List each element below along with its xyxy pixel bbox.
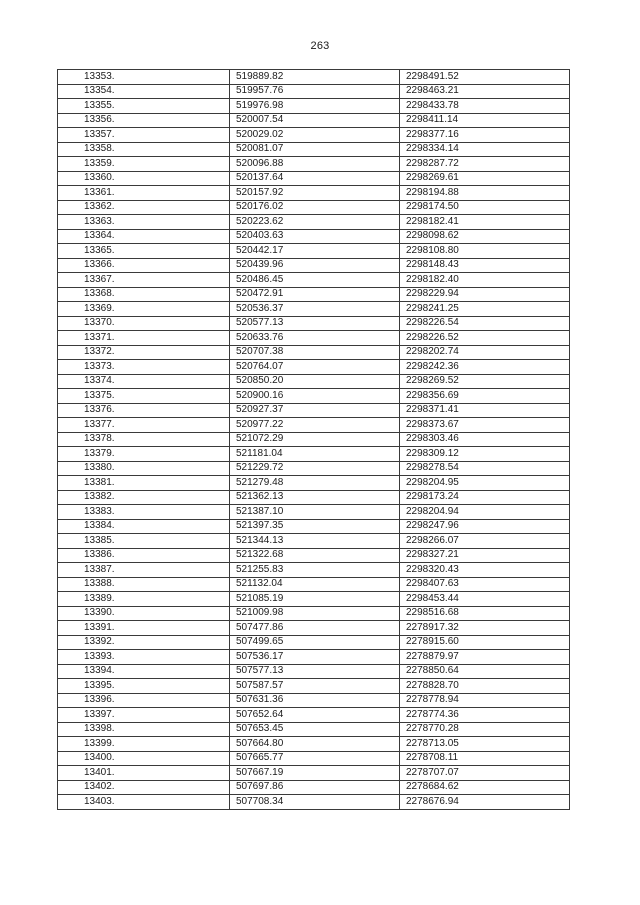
- y-coordinate-cell: 2298269.52: [400, 374, 570, 389]
- table-row: [58, 650, 570, 665]
- point-number-cell: 13357.: [58, 128, 230, 143]
- x-coordinate-cell: 520403.63: [230, 229, 400, 244]
- x-coordinate-cell: 520927.37: [230, 403, 400, 418]
- y-coordinate-cell: 2298242.36: [400, 360, 570, 375]
- table-row: [58, 200, 570, 215]
- x-coordinate-cell: 520850.20: [230, 374, 400, 389]
- point-number-cell: 13354.: [58, 84, 230, 99]
- x-coordinate-cell: 520157.92: [230, 186, 400, 201]
- y-coordinate-cell: 2278676.94: [400, 795, 570, 810]
- x-coordinate-cell: 520977.22: [230, 418, 400, 433]
- y-coordinate-cell: 2298356.69: [400, 389, 570, 404]
- point-number-cell: 13368.: [58, 287, 230, 302]
- x-coordinate-cell: 521255.83: [230, 563, 400, 578]
- x-coordinate-cell: 520442.17: [230, 244, 400, 259]
- point-number-cell: 13365.: [58, 244, 230, 259]
- table-row: [58, 621, 570, 636]
- point-number-cell: 13363.: [58, 215, 230, 230]
- table-row: [58, 360, 570, 375]
- table-row: [58, 374, 570, 389]
- y-coordinate-cell: 2298309.12: [400, 447, 570, 462]
- point-number-cell: 13389.: [58, 592, 230, 607]
- x-coordinate-cell: 520007.54: [230, 113, 400, 128]
- point-number-cell: 13362.: [58, 200, 230, 215]
- table-row: [58, 664, 570, 679]
- x-coordinate-cell: 507708.34: [230, 795, 400, 810]
- x-coordinate-cell: 520707.38: [230, 345, 400, 360]
- table-row: [58, 244, 570, 259]
- table-row: [58, 258, 570, 273]
- x-coordinate-cell: 521181.04: [230, 447, 400, 462]
- table-row: [58, 635, 570, 650]
- y-coordinate-cell: 2298407.63: [400, 577, 570, 592]
- point-number-cell: 13392.: [58, 635, 230, 650]
- point-number-cell: 13397.: [58, 708, 230, 723]
- y-coordinate-cell: 2298266.07: [400, 534, 570, 549]
- y-coordinate-cell: 2278915.60: [400, 635, 570, 650]
- point-number-cell: 13356.: [58, 113, 230, 128]
- table-row: [58, 84, 570, 99]
- y-coordinate-cell: 2278879.97: [400, 650, 570, 665]
- x-coordinate-cell: 521322.68: [230, 548, 400, 563]
- table-row: [58, 737, 570, 752]
- table-row: [58, 389, 570, 404]
- x-coordinate-cell: 507697.86: [230, 780, 400, 795]
- table-row: [58, 345, 570, 360]
- table-row: [58, 447, 570, 462]
- point-number-cell: 13383.: [58, 505, 230, 520]
- y-coordinate-cell: 2298463.21: [400, 84, 570, 99]
- table-row: [58, 215, 570, 230]
- y-coordinate-cell: 2298226.52: [400, 331, 570, 346]
- point-number-cell: 13373.: [58, 360, 230, 375]
- y-coordinate-cell: 2278708.11: [400, 751, 570, 766]
- y-coordinate-cell: 2298241.25: [400, 302, 570, 317]
- x-coordinate-cell: 507653.45: [230, 722, 400, 737]
- table-row: [58, 722, 570, 737]
- x-coordinate-cell: 507652.64: [230, 708, 400, 723]
- y-coordinate-cell: 2278770.28: [400, 722, 570, 737]
- point-number-cell: 13377.: [58, 418, 230, 433]
- y-coordinate-cell: 2298173.24: [400, 490, 570, 505]
- x-coordinate-cell: 520096.88: [230, 157, 400, 172]
- table-row: [58, 157, 570, 172]
- x-coordinate-cell: 520029.02: [230, 128, 400, 143]
- x-coordinate-cell: 521397.35: [230, 519, 400, 534]
- y-coordinate-cell: 2298174.50: [400, 200, 570, 215]
- point-number-cell: 13394.: [58, 664, 230, 679]
- y-coordinate-cell: 2298433.78: [400, 99, 570, 114]
- table-row: [58, 795, 570, 810]
- y-coordinate-cell: 2298182.40: [400, 273, 570, 288]
- y-coordinate-cell: 2298371.41: [400, 403, 570, 418]
- x-coordinate-cell: 519889.82: [230, 70, 400, 85]
- point-number-cell: 13388.: [58, 577, 230, 592]
- point-number-cell: 13355.: [58, 99, 230, 114]
- point-number-cell: 13402.: [58, 780, 230, 795]
- y-coordinate-cell: 2278778.94: [400, 693, 570, 708]
- x-coordinate-cell: 507664.80: [230, 737, 400, 752]
- point-number-cell: 13375.: [58, 389, 230, 404]
- x-coordinate-cell: 507587.57: [230, 679, 400, 694]
- point-number-cell: 13353.: [58, 70, 230, 85]
- x-coordinate-cell: 521009.98: [230, 606, 400, 621]
- table-row: [58, 316, 570, 331]
- table-row: [58, 519, 570, 534]
- y-coordinate-cell: 2298148.43: [400, 258, 570, 273]
- y-coordinate-cell: 2298303.46: [400, 432, 570, 447]
- point-number-cell: 13398.: [58, 722, 230, 737]
- table-row: [58, 751, 570, 766]
- x-coordinate-cell: 507477.86: [230, 621, 400, 636]
- coordinate-table-body: [58, 70, 570, 810]
- point-number-cell: 13379.: [58, 447, 230, 462]
- y-coordinate-cell: 2298202.74: [400, 345, 570, 360]
- y-coordinate-cell: 2278850.64: [400, 664, 570, 679]
- table-row: [58, 142, 570, 157]
- table-row: [58, 693, 570, 708]
- point-number-cell: 13403.: [58, 795, 230, 810]
- table-row: [58, 577, 570, 592]
- x-coordinate-cell: 520223.62: [230, 215, 400, 230]
- y-coordinate-cell: 2298327.21: [400, 548, 570, 563]
- point-number-cell: 13359.: [58, 157, 230, 172]
- point-number-cell: 13364.: [58, 229, 230, 244]
- x-coordinate-cell: 507665.77: [230, 751, 400, 766]
- point-number-cell: 13386.: [58, 548, 230, 563]
- y-coordinate-cell: 2298098.62: [400, 229, 570, 244]
- x-coordinate-cell: 521072.29: [230, 432, 400, 447]
- table-row: [58, 403, 570, 418]
- point-number-cell: 13396.: [58, 693, 230, 708]
- x-coordinate-cell: 520764.07: [230, 360, 400, 375]
- table-row: [58, 171, 570, 186]
- y-coordinate-cell: 2298516.68: [400, 606, 570, 621]
- point-number-cell: 13381.: [58, 476, 230, 491]
- point-number-cell: 13369.: [58, 302, 230, 317]
- table-row: [58, 287, 570, 302]
- point-number-cell: 13380.: [58, 461, 230, 476]
- table-row: [58, 679, 570, 694]
- table-row: [58, 99, 570, 114]
- y-coordinate-cell: 2298108.80: [400, 244, 570, 259]
- point-number-cell: 13399.: [58, 737, 230, 752]
- x-coordinate-cell: 520577.13: [230, 316, 400, 331]
- coordinate-table: [57, 69, 570, 810]
- point-number-cell: 13360.: [58, 171, 230, 186]
- x-coordinate-cell: 520536.37: [230, 302, 400, 317]
- x-coordinate-cell: 507577.13: [230, 664, 400, 679]
- table-row: [58, 490, 570, 505]
- y-coordinate-cell: 2298269.61: [400, 171, 570, 186]
- y-coordinate-cell: 2298334.14: [400, 142, 570, 157]
- y-coordinate-cell: 2298287.72: [400, 157, 570, 172]
- x-coordinate-cell: 521229.72: [230, 461, 400, 476]
- point-number-cell: 13393.: [58, 650, 230, 665]
- y-coordinate-cell: 2278917.32: [400, 621, 570, 636]
- x-coordinate-cell: 520137.64: [230, 171, 400, 186]
- table-row: [58, 113, 570, 128]
- x-coordinate-cell: 521132.04: [230, 577, 400, 592]
- x-coordinate-cell: 520633.76: [230, 331, 400, 346]
- point-number-cell: 13358.: [58, 142, 230, 157]
- x-coordinate-cell: 521344.13: [230, 534, 400, 549]
- table-row: [58, 592, 570, 607]
- point-number-cell: 13378.: [58, 432, 230, 447]
- y-coordinate-cell: 2278713.05: [400, 737, 570, 752]
- x-coordinate-cell: 519976.98: [230, 99, 400, 114]
- point-number-cell: 13366.: [58, 258, 230, 273]
- x-coordinate-cell: 520439.96: [230, 258, 400, 273]
- y-coordinate-cell: 2298491.52: [400, 70, 570, 85]
- y-coordinate-cell: 2298194.88: [400, 186, 570, 201]
- point-number-cell: 13387.: [58, 563, 230, 578]
- x-coordinate-cell: 507631.36: [230, 693, 400, 708]
- table-row: [58, 766, 570, 781]
- page-number: 263: [310, 40, 330, 52]
- table-row: [58, 186, 570, 201]
- table-row: [58, 432, 570, 447]
- point-number-cell: 13372.: [58, 345, 230, 360]
- table-row: [58, 70, 570, 85]
- table-row: [58, 418, 570, 433]
- table-row: [58, 229, 570, 244]
- table-row: [58, 548, 570, 563]
- point-number-cell: 13384.: [58, 519, 230, 534]
- point-number-cell: 13382.: [58, 490, 230, 505]
- point-number-cell: 13370.: [58, 316, 230, 331]
- table-row: [58, 505, 570, 520]
- point-number-cell: 13376.: [58, 403, 230, 418]
- point-number-cell: 13361.: [58, 186, 230, 201]
- x-coordinate-cell: 521362.13: [230, 490, 400, 505]
- y-coordinate-cell: 2278828.70: [400, 679, 570, 694]
- point-number-cell: 13367.: [58, 273, 230, 288]
- x-coordinate-cell: 520486.45: [230, 273, 400, 288]
- y-coordinate-cell: 2298204.94: [400, 505, 570, 520]
- x-coordinate-cell: 520472.91: [230, 287, 400, 302]
- x-coordinate-cell: 520176.02: [230, 200, 400, 215]
- point-number-cell: 13374.: [58, 374, 230, 389]
- x-coordinate-cell: 520900.16: [230, 389, 400, 404]
- point-number-cell: 13390.: [58, 606, 230, 621]
- y-coordinate-cell: 2298453.44: [400, 592, 570, 607]
- x-coordinate-cell: 507499.65: [230, 635, 400, 650]
- y-coordinate-cell: 2298373.67: [400, 418, 570, 433]
- table-row: [58, 128, 570, 143]
- table-row: [58, 606, 570, 621]
- y-coordinate-cell: 2298377.16: [400, 128, 570, 143]
- table-row: [58, 563, 570, 578]
- point-number-cell: 13371.: [58, 331, 230, 346]
- y-coordinate-cell: 2298247.96: [400, 519, 570, 534]
- y-coordinate-cell: 2298226.54: [400, 316, 570, 331]
- point-number-cell: 13395.: [58, 679, 230, 694]
- x-coordinate-cell: 521387.10: [230, 505, 400, 520]
- point-number-cell: 13385.: [58, 534, 230, 549]
- x-coordinate-cell: 521279.48: [230, 476, 400, 491]
- x-coordinate-cell: 521085.19: [230, 592, 400, 607]
- table-row: [58, 534, 570, 549]
- table-row: [58, 780, 570, 795]
- x-coordinate-cell: 507536.17: [230, 650, 400, 665]
- x-coordinate-cell: 520081.07: [230, 142, 400, 157]
- table-row: [58, 273, 570, 288]
- y-coordinate-cell: 2278707.07: [400, 766, 570, 781]
- x-coordinate-cell: 507667.19: [230, 766, 400, 781]
- table-row: [58, 461, 570, 476]
- table-row: [58, 331, 570, 346]
- y-coordinate-cell: 2278774.36: [400, 708, 570, 723]
- y-coordinate-cell: 2298229.94: [400, 287, 570, 302]
- y-coordinate-cell: 2298204.95: [400, 476, 570, 491]
- point-number-cell: 13401.: [58, 766, 230, 781]
- table-row: [58, 708, 570, 723]
- table-row: [58, 302, 570, 317]
- x-coordinate-cell: 519957.76: [230, 84, 400, 99]
- table-row: [58, 476, 570, 491]
- y-coordinate-cell: 2298278.54: [400, 461, 570, 476]
- y-coordinate-cell: 2298182.41: [400, 215, 570, 230]
- point-number-cell: 13400.: [58, 751, 230, 766]
- y-coordinate-cell: 2278684.62: [400, 780, 570, 795]
- y-coordinate-cell: 2298411.14: [400, 113, 570, 128]
- point-number-cell: 13391.: [58, 621, 230, 636]
- y-coordinate-cell: 2298320.43: [400, 563, 570, 578]
